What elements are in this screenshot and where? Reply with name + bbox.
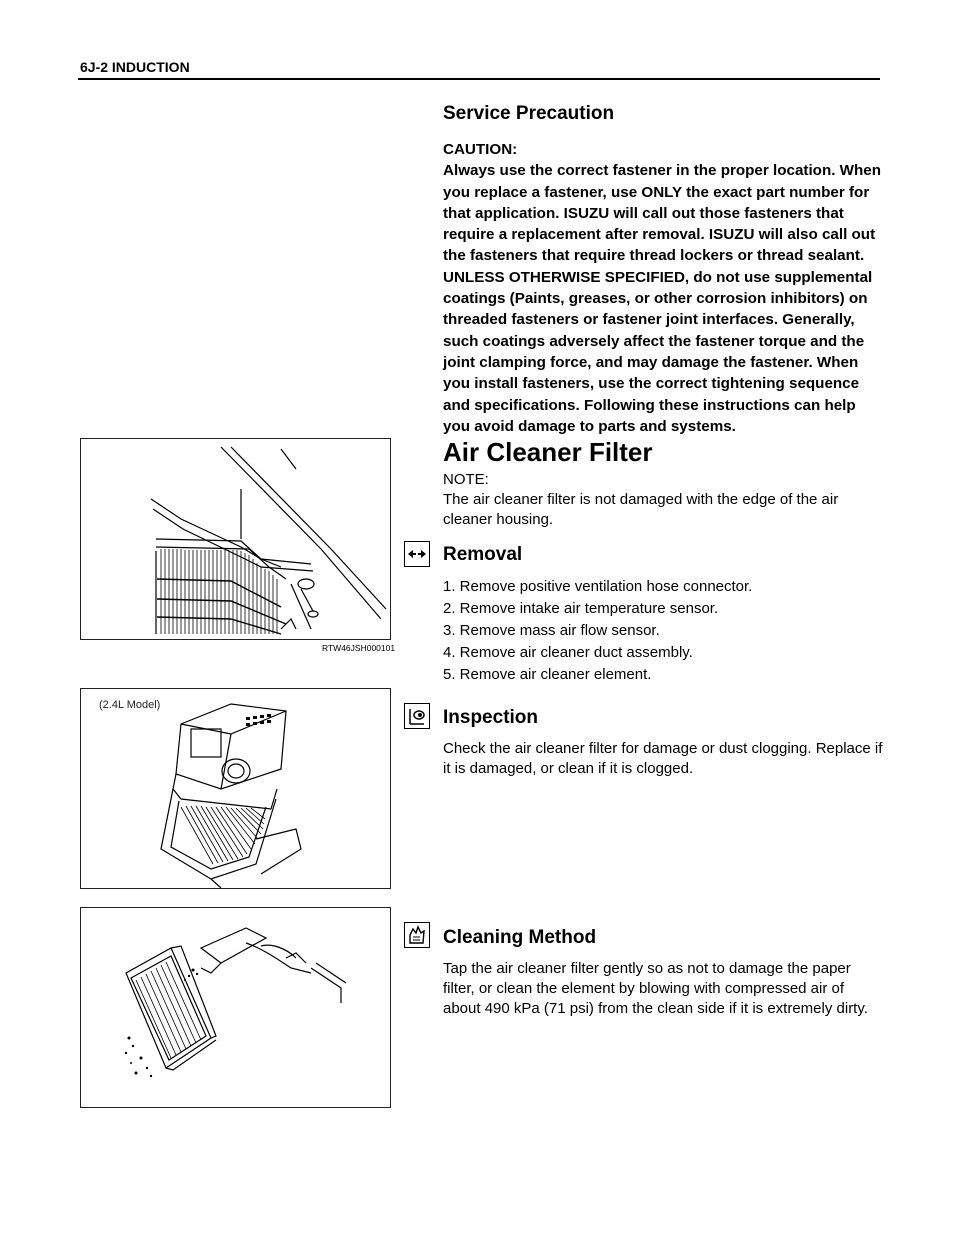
page-header-title: 6J-2 INDUCTION (80, 59, 190, 75)
figure-label: (2.4L Model) (99, 699, 161, 711)
cleaning-section (443, 927, 883, 1019)
figure-air-cleaner-housing (80, 438, 391, 640)
note-label: NOTE: (443, 471, 489, 488)
removal-steps (443, 576, 883, 686)
air-cleaner-housing-illustration (81, 439, 390, 639)
removal-step: 4. Remove air cleaner duct assembly. (443, 644, 693, 661)
air-cleaner-section (443, 437, 883, 530)
removal-step: 3. Remove mass air flow sensor. (443, 622, 660, 639)
air-cleaner-exploded-illustration (81, 689, 390, 888)
inspection-section (443, 707, 883, 779)
cleaning-text: Tap the air cleaner filter gently so as not to damage the paper filter, or clean the element by blowing with compressed air of about 490 kPa (71 psi) from the clean side if it is extremely dirty. (443, 960, 868, 1017)
air-cleaner-title: Air Cleaner Filter (443, 437, 653, 467)
service-precaution-section (443, 103, 883, 437)
inspection-eye-icon (404, 703, 430, 729)
caution-body: Always use the correct fastener in the proper location. When you replace a fastener, use ONLY the exact part number for that application. ISUZU will call out those fasteners that require a replacement after removal. ISUZU will also call out the fasteners that require thread lockers or thread sealant. UNLESS OTHERWISE SPECIFIED, do not use supplemental coatings (Paints, greases, or other corrosion inhibitors) on threaded fasteners or fastener joint interfaces. Generally, such coatings adversely affect the fastener torque and the joint clamping force, and may damage the fastener. When you install fasteners, use the correct tightening sequence and specifications. Following these instructions can help you avoid damage to parts and systems. (443, 162, 882, 435)
cleaning-title: Cleaning Method (443, 927, 597, 948)
inspection-text: Check the air cleaner filter for damage or dust clogging. Replace if it is damaged, or clean if it is clogged. (443, 740, 883, 777)
figure-cleaning-method (80, 907, 391, 1108)
removal-step: 2. Remove intake air temperature sensor. (443, 600, 719, 617)
page-header (78, 58, 880, 80)
removal-step: 5. Remove air cleaner element. (443, 666, 652, 683)
inspection-title: Inspection (443, 707, 539, 728)
service-precaution-title: Service Precaution (443, 103, 615, 124)
removal-step: 1. Remove positive ventilation hose connector. (443, 578, 753, 595)
figure-code: RTW46JSH000101 (322, 643, 396, 653)
removal-section (443, 544, 883, 686)
cleaning-hand-icon (404, 922, 430, 948)
figure-24l-model (80, 688, 391, 889)
caution-label: CAUTION: (443, 141, 518, 158)
removal-title: Removal (443, 544, 523, 565)
removal-arrows-icon (404, 541, 430, 567)
note-text: The air cleaner filter is not damaged with the edge of the air cleaner housing. (443, 491, 839, 528)
compressed-air-cleaning-illustration (81, 908, 390, 1107)
